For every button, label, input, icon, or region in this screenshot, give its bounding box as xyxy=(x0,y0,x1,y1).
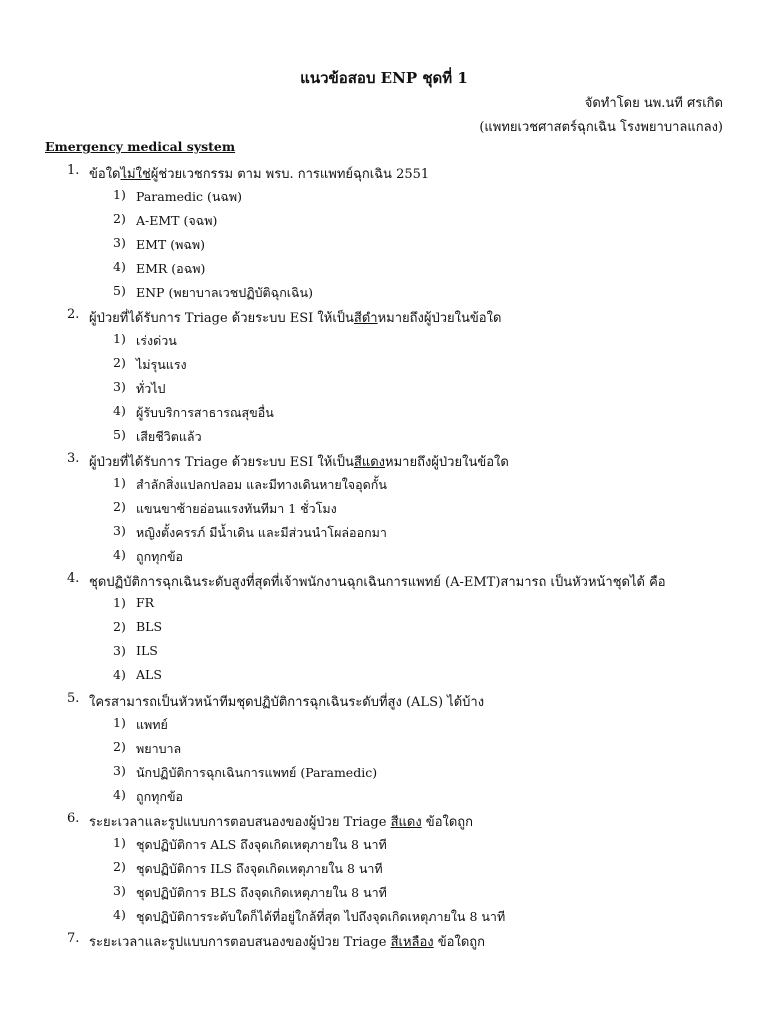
option-number: 3) xyxy=(113,883,126,898)
question-item xyxy=(0,303,768,327)
option-number: 2) xyxy=(113,211,126,226)
option-text: Paramedic (นฉพ) xyxy=(136,189,243,204)
underlined-keyword: สีแดง xyxy=(353,455,386,470)
option-number: 3) xyxy=(113,523,126,538)
answer-option xyxy=(0,783,768,807)
answer-option xyxy=(0,327,768,351)
question-text-segment: ผู้ป่วยที่ได้รับการ Triage ด้วยระบบ ESI ให้เป็น xyxy=(89,311,354,326)
option-text: ชุดปฏิบัติการ ILS ถึงจุดเกิดเหตุภายใน 8 นาที xyxy=(136,861,383,876)
answer-option xyxy=(0,375,768,399)
section-heading: Emergency medical system xyxy=(45,139,236,154)
option-text: ชุดปฏิบัติการ ALS ถึงจุดเกิดเหตุภายใน 8 นาที xyxy=(136,837,387,852)
underlined-keyword: สีดำ xyxy=(353,311,378,326)
question-number: 5. xyxy=(67,691,80,706)
option-number: 2) xyxy=(113,619,126,634)
option-number: 1) xyxy=(113,187,126,202)
option-number: 4) xyxy=(113,547,126,562)
underlined-keyword: สีเหลือง xyxy=(390,935,434,950)
option-text: แพทย์ xyxy=(136,717,168,732)
answer-option xyxy=(0,255,768,279)
answer-option xyxy=(0,615,768,639)
option-number: 3) xyxy=(113,235,126,250)
answer-option xyxy=(0,183,768,207)
option-number: 1) xyxy=(113,715,126,730)
question-text-segment: ชุดปฏิบัติการฉุกเฉินระดับสูงที่สุดที่เจ้าพนักงานฉุกเฉินการแพทย์ (A-EMT)สามารถ เป็นหัวหน้าชุดได้ คือ xyxy=(89,575,666,590)
answer-option xyxy=(0,423,768,447)
answer-option xyxy=(0,207,768,231)
document-affiliation: (แพทยเวชศาสตร์ฉุกเฉิน โรงพยาบาลแกลง) xyxy=(479,120,723,135)
option-number: 1) xyxy=(113,595,126,610)
question-list xyxy=(0,159,768,951)
document-title: แนวข้อสอบ ENP ชุดที่ 1 xyxy=(300,69,468,87)
question-text xyxy=(89,163,429,184)
option-number: 3) xyxy=(113,379,126,394)
option-number: 1) xyxy=(113,835,126,850)
question-text-segment: หมายถึงผู้ป่วยในข้อใด xyxy=(385,455,509,470)
option-number: 4) xyxy=(113,667,126,682)
question-number: 7. xyxy=(67,931,80,946)
option-number: 1) xyxy=(113,331,126,346)
option-number: 2) xyxy=(113,499,126,514)
question-item xyxy=(0,687,768,711)
question-number: 1. xyxy=(67,163,80,178)
question-text xyxy=(89,571,666,592)
option-text: ไม่รุนแรง xyxy=(136,357,187,372)
question-text-segment: หมายถึงผู้ป่วยในข้อใด xyxy=(377,311,502,326)
answer-option xyxy=(0,831,768,855)
question-text xyxy=(89,451,509,472)
option-text: ถูกทุกข้อ xyxy=(136,549,183,564)
option-text: ชุดปฏิบัติการ BLS ถึงจุดเกิดเหตุภายใน 8 นาที xyxy=(136,885,387,900)
question-text xyxy=(89,307,501,328)
option-text: A-EMT (จฉพ) xyxy=(136,213,218,228)
question-item xyxy=(0,567,768,591)
question-text-segment: ใครสามารถเป็นหัวหน้าทีมชุดปฏิบัติการฉุกเฉินระดับที่สูง (ALS) ได้บ้าง xyxy=(89,695,485,710)
answer-option xyxy=(0,759,768,783)
option-text: EMT (พฉพ) xyxy=(136,237,205,252)
option-text: BLS xyxy=(136,619,163,634)
option-text: ENP (พยาบาลเวชปฏิบัติฉุกเฉิน) xyxy=(136,285,313,300)
question-text-segment: ผู้ป่วยที่ได้รับการ Triage ด้วยระบบ ESI ให้เป็น xyxy=(89,455,354,470)
answer-option xyxy=(0,639,768,663)
option-text: แขนขาซ้ายอ่อนแรงทันทีมา 1 ชั่วโมง xyxy=(136,501,337,516)
option-text: ALS xyxy=(136,667,162,682)
underlined-keyword: ไม่ใช่ xyxy=(120,167,151,182)
option-number: 2) xyxy=(113,355,126,370)
question-text xyxy=(89,931,485,952)
question-text-segment: ระยะเวลาและรูปแบบการตอบสนองของผู้ป่วย Triage xyxy=(89,815,391,830)
option-text: สำลักสิ่งแปลกปลอม และมีทางเดินหายใจอุดกั้น xyxy=(136,477,387,492)
option-text: นักปฏิบัติการฉุกเฉินการแพทย์ (Paramedic) xyxy=(136,765,378,780)
option-text: พยาบาล xyxy=(136,741,182,756)
answer-option xyxy=(0,495,768,519)
option-number: 5) xyxy=(113,283,126,298)
question-text-segment: ผู้ช่วยเวชกรรม ตาม พรบ. การแพทย์ฉุกเฉิน 2551 xyxy=(150,167,430,182)
answer-option xyxy=(0,351,768,375)
question-text xyxy=(89,691,484,712)
option-text: ถูกทุกข้อ xyxy=(136,789,183,804)
option-text: เสียชีวิตแล้ว xyxy=(136,429,202,444)
question-number: 4. xyxy=(67,571,80,586)
answer-option xyxy=(0,711,768,735)
question-item xyxy=(0,159,768,183)
option-text: เร่งด่วน xyxy=(136,333,177,348)
option-text: ทั่วไป xyxy=(136,381,166,396)
option-number: 5) xyxy=(113,427,126,442)
answer-option xyxy=(0,663,768,687)
option-number: 2) xyxy=(113,739,126,754)
answer-option xyxy=(0,879,768,903)
answer-option xyxy=(0,543,768,567)
underlined-keyword: สีแดง xyxy=(390,815,422,830)
option-number: 4) xyxy=(113,259,126,274)
option-number: 1) xyxy=(113,475,126,490)
option-number: 2) xyxy=(113,859,126,874)
option-number: 4) xyxy=(113,787,126,802)
answer-option xyxy=(0,471,768,495)
question-item xyxy=(0,447,768,471)
question-text-segment: ข้อใด xyxy=(89,167,121,182)
question-text-segment: ระยะเวลาและรูปแบบการตอบสนองของผู้ป่วย Triage xyxy=(89,935,391,950)
answer-option xyxy=(0,399,768,423)
option-number: 4) xyxy=(113,403,126,418)
option-text: ผู้รับบริการสาธารณสุขอื่น xyxy=(136,405,274,420)
answer-option xyxy=(0,903,768,927)
document-author: จัดทำโดย นพ.นที ศรเกิด xyxy=(584,96,723,111)
answer-option xyxy=(0,855,768,879)
question-item xyxy=(0,927,768,951)
question-number: 3. xyxy=(67,451,80,466)
question-item xyxy=(0,807,768,831)
option-text: หญิงตั้งครรภ์ มีน้ำเดิน และมีส่วนนำโผล่ออกมา xyxy=(136,525,387,540)
option-text: FR xyxy=(136,595,155,610)
option-text: ชุดปฏิบัติการระดับใดก็ได้ที่อยู่ใกล้ที่สุด ไปถึงจุดเกิดเหตุภายใน 8 นาที xyxy=(136,909,506,924)
answer-option xyxy=(0,591,768,615)
question-number: 2. xyxy=(67,307,80,322)
question-text-segment: ข้อใดถูก xyxy=(421,815,474,830)
answer-option xyxy=(0,231,768,255)
option-text: EMR (อฉพ) xyxy=(136,261,206,276)
question-text-segment: ข้อใดถูก xyxy=(433,935,485,950)
option-number: 3) xyxy=(113,643,126,658)
option-number: 4) xyxy=(113,907,126,922)
question-number: 6. xyxy=(67,811,80,826)
answer-option xyxy=(0,519,768,543)
answer-option xyxy=(0,279,768,303)
option-number: 3) xyxy=(113,763,126,778)
answer-option xyxy=(0,735,768,759)
option-text: ILS xyxy=(136,643,158,658)
question-text xyxy=(89,811,473,832)
